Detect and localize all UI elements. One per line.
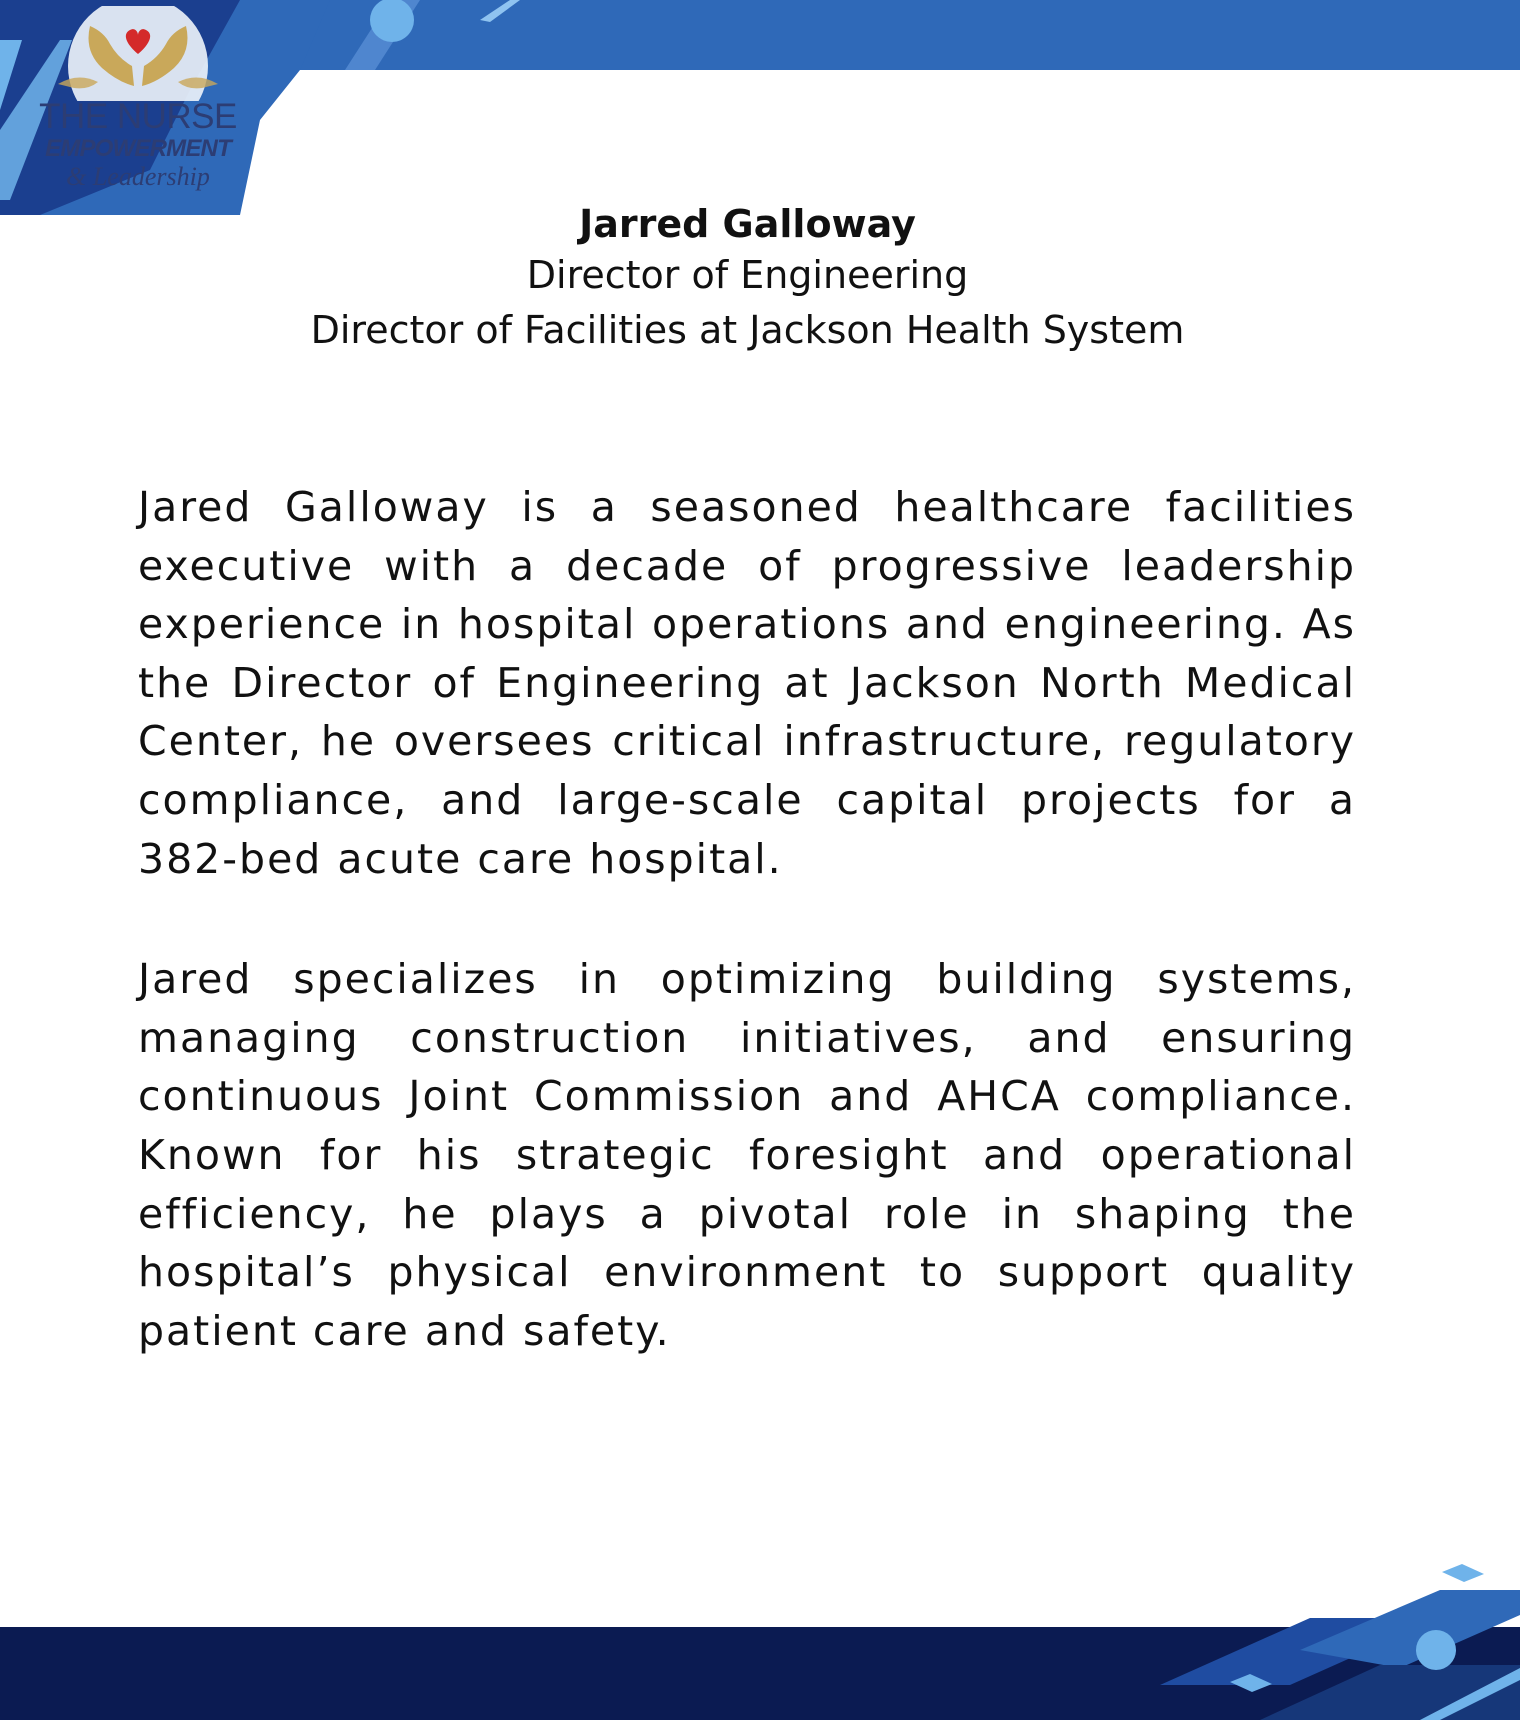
top-circle	[370, 0, 414, 42]
bio-paragraph-2: Jared specializes in optimizing building systems, managing construction initiatives, and ensuring continuous Joint Commission and AHCA compliance. Known for his strategic foresight and operational efficiency, he plays a pivotal role in shaping the hospital’s physical environment to support quality patient care and safety.	[138, 955, 1356, 1355]
logo-hands-heart-icon	[18, 6, 258, 101]
bottom-circle	[1416, 1630, 1456, 1670]
profile-header	[0, 200, 1495, 358]
logo-line-the-nurse: THE NURSE	[39, 97, 237, 136]
bio-section	[138, 478, 1356, 1422]
bio-paragraph-1: Jared Galloway is a seasoned healthcare facilities executive with a decade of progressive leadership experience in hospital operations and engineering. As the Director of Engineering at Jackson North Medical Center, he oversees critical infrastructure, regulatory compliance, and large-scale capital projects for a 382-bed acute care hospital.	[138, 483, 1356, 883]
profile-title: Director of Engineering	[526, 253, 969, 297]
logo-line-leadership: & Leadership	[66, 162, 210, 191]
profile-name: Jarred Galloway	[579, 202, 916, 246]
profile-subtitle: Director of Facilities at Jackson Health System	[310, 308, 1185, 352]
logo	[18, 6, 258, 206]
bottom-right-diamond	[1442, 1564, 1484, 1582]
logo-line-empowerment: EMPOWERMENT	[45, 135, 231, 162]
